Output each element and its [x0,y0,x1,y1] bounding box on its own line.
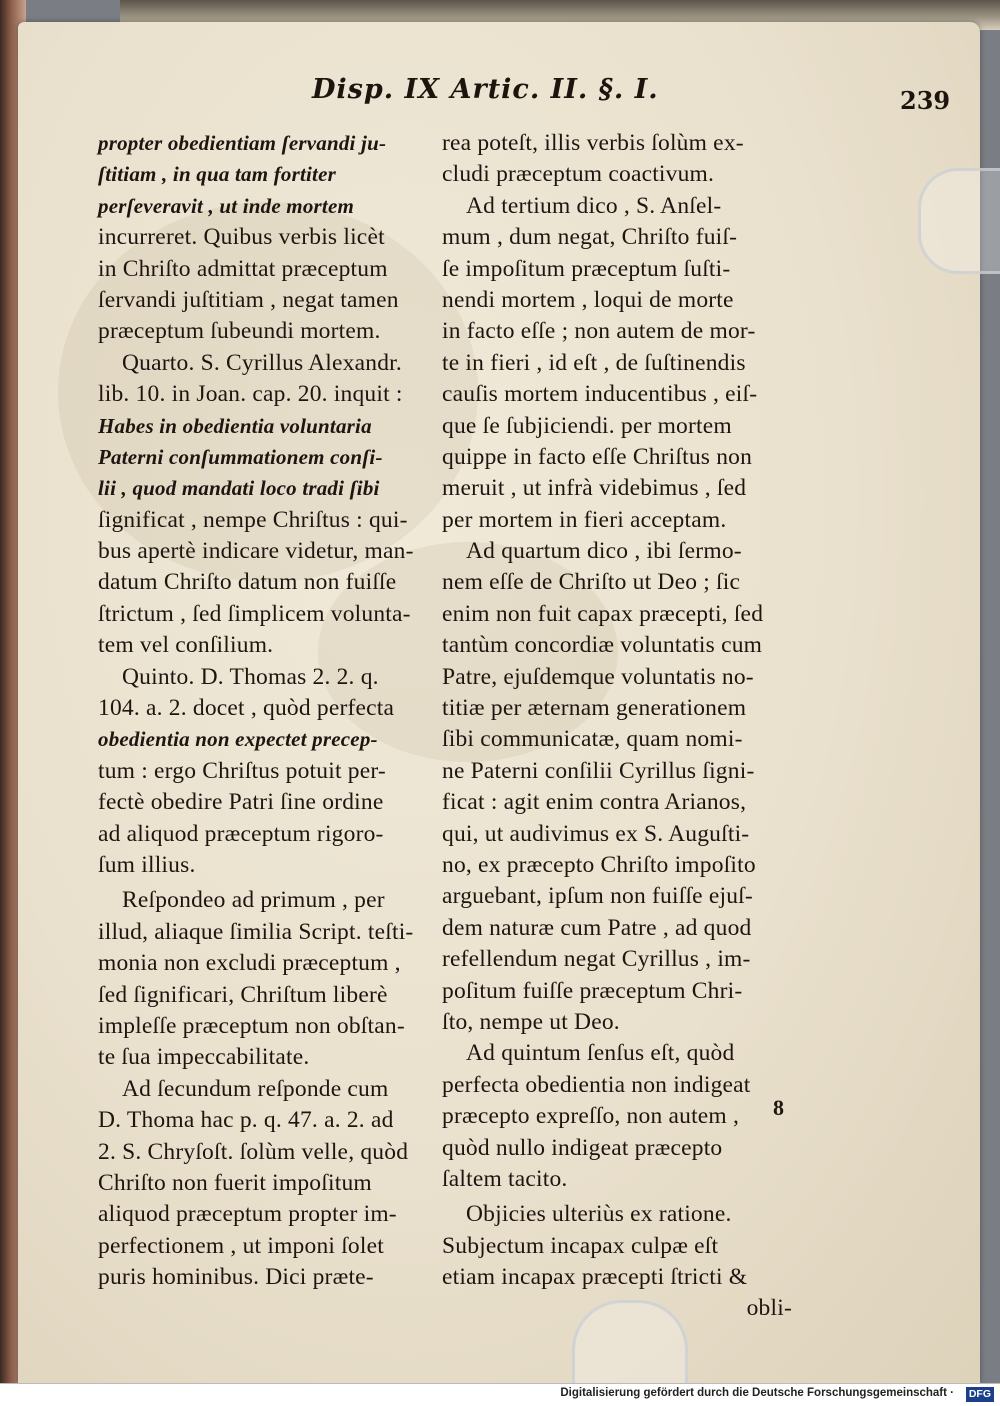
text-line: dem naturæ cum Patre , ad quod [442,914,752,941]
text-line: ne Paterni conſilii Cyrillus ſigni- [442,757,755,784]
text-line: rea poteſt, illis verbis ſolùm ex- [442,130,744,156]
text-line: ſtrictum , ſed ſimplicem volunta- [98,600,411,627]
text-line: ſaltem tacito. [442,1165,568,1192]
text-line: ſervandi juſtitiam , negat tamen [98,286,399,313]
text-line: etiam incapax præcepti ſtricti & [442,1264,748,1291]
text-line: Subjectum incapax culpæ eſt [442,1232,719,1259]
text-line: ſum illius. [98,851,196,878]
text-line: præceptum ſubeundi mortem. [98,318,381,345]
text-line: Habes in obedientia voluntaria [98,413,372,438]
text-line: tantùm concordiæ voluntatis cum [442,632,763,659]
text-line: 2. S. Chryſoſt. ſolùm velle, quòd [98,1138,409,1165]
text-line: aliquod præceptum propter im- [98,1201,397,1228]
text-line: Quarto. S. Cyrillus Alexandr. [122,349,402,376]
text-line: Objicies ulteriùs ex ratione. [466,1201,732,1228]
text-line: te in fieri , id eſt , de ſuſtinendis [442,349,746,376]
text-line: tum : ergo Chriſtus potuit per- [98,757,386,784]
text-line: tem vel conſilium. [98,632,274,659]
text-line: ficat : agit enim contra Arianos, [442,789,747,816]
text-line: impleſſe præceptum non obſtan- [98,1012,405,1039]
text-line: ſto, nempe ut Deo. [442,1008,620,1035]
text-line: Ad quartum dico , ibi ſermo- [466,538,742,565]
text-line: Quinto. D. Thomas 2. 2. q. [122,663,379,690]
text-line: refellendum negat Cyrillus , im- [442,946,751,973]
text-line: quòd nullo indigeat præcepto [442,1134,723,1161]
text-line: ſed ſignificari, Chriſtum liberè [98,981,388,1008]
text-line: Ad ſecundum reſponde cum [122,1075,389,1102]
text-line: Ad tertium dico , S. Anſel- [466,192,722,219]
text-line: poſitum fuiſſe præceptum Chri- [442,977,743,1004]
text-line: titiæ per æternam generationem [442,695,747,722]
text-line: Patre, ejuſdemque voluntatis no- [442,663,754,690]
text-line: monia non excludi præceptum , [98,950,401,977]
page-number: 239 [900,86,951,115]
text-line: obedientia non expectet precep- [98,727,378,752]
text-line: D. Thoma hac p. q. 47. a. 2. ad [98,1107,394,1134]
text-line: enim non fuit capax præcepti, ſed [442,600,764,627]
text-line: ſe impoſitum præceptum ſuſti- [442,255,731,282]
left-text-column [98,128,438,1293]
text-line: ſignificat , nempe Chriſtus : qui- [98,506,408,533]
text-line: ſtitiam , in qua tam fortiter [98,162,336,187]
text-line: incurreret. Quibus verbis licèt [98,224,385,251]
text-line: propter obedientiam ſervandi ju- [98,131,387,155]
text-line: perfectionem , ut imponi ſolet [98,1232,384,1259]
text-line: lib. 10. in Joan. cap. 20. inquit : [98,381,403,408]
text-line: nendi mortem , loqui de morte [442,286,734,313]
text-line: in Chriſto admittat præceptum [98,255,388,282]
margin-note: 8 [773,1095,784,1120]
digitization-footer [0,1383,1000,1406]
text-line: cludi præceptum coactivum. [442,161,715,188]
footer-credit: Digitalisierung gefördert durch die Deutsche Forschungsgemeinschaft · [560,1387,954,1399]
right-text-column [442,128,792,1325]
dfg-logo: DFG [966,1387,994,1402]
text-line: nem eſſe de Chriſto ut Deo ; ſic [442,569,741,596]
text-line: 104. a. 2. docet , quòd perfecta [98,695,395,722]
text-line: perfecta obedientia non indigeat [442,1071,751,1098]
text-line: no, ex præcepto Chriſto impoſito [442,851,756,878]
text-line: fectè obedire Patri ſine ordine [98,789,384,816]
text-line: perſeveravit , ut inde mortem [98,193,355,218]
text-line: meruit , ut infrà videbimus , ſed [442,475,747,502]
text-line: Reſpondeo ad primum , per [122,887,385,914]
text-line: que ſe ſubjiciendi. per mortem [442,412,732,439]
text-line: mum , dum negat, Chriſto fuiſ- [442,224,738,251]
text-line: illud, aliaque ſimilia Script. teſti- [98,918,414,945]
text-line: puris hominibus. Dici præte- [98,1264,374,1291]
text-line: arguebant, ipſum non fuiſſe ejuſ- [442,883,753,910]
text-line: quippe in facto eſſe Chriſtus non [442,443,753,470]
text-line: Paterni conſummationem conſi- [98,444,383,469]
text-line: per mortem in fieri acceptam. [442,506,727,533]
text-line: ſibi communicatæ, quam nomi- [442,726,743,753]
text-line: lii , quod mandati loco tradi ſibi [98,476,380,501]
text-line: Chriſto non fuerit impoſitum [98,1169,372,1196]
text-line: te ſua impeccabilitate. [98,1044,310,1071]
text-line: bus apertè indicare videtur, man- [98,538,414,565]
text-line: præcepto expreſſo, non autem , [442,1103,740,1130]
running-head: Disp. IX Artic. II. §. I. [312,74,659,105]
text-line: qui, ut audivimus ex S. Auguſti- [442,820,750,847]
text-line: in facto eſſe ; non autem de mor- [442,318,756,345]
text-line: ad aliquod præceptum rigoro- [98,820,384,847]
text-line: datum Chriſto datum non fuiſſe [98,569,397,596]
glass-clip-top [918,168,1000,274]
catchword: obli- [746,1295,792,1322]
text-line: cauſis mortem inducentibus , eiſ- [442,381,758,408]
text-line: Ad quintum ſenſus eſt, quòd [466,1040,735,1067]
